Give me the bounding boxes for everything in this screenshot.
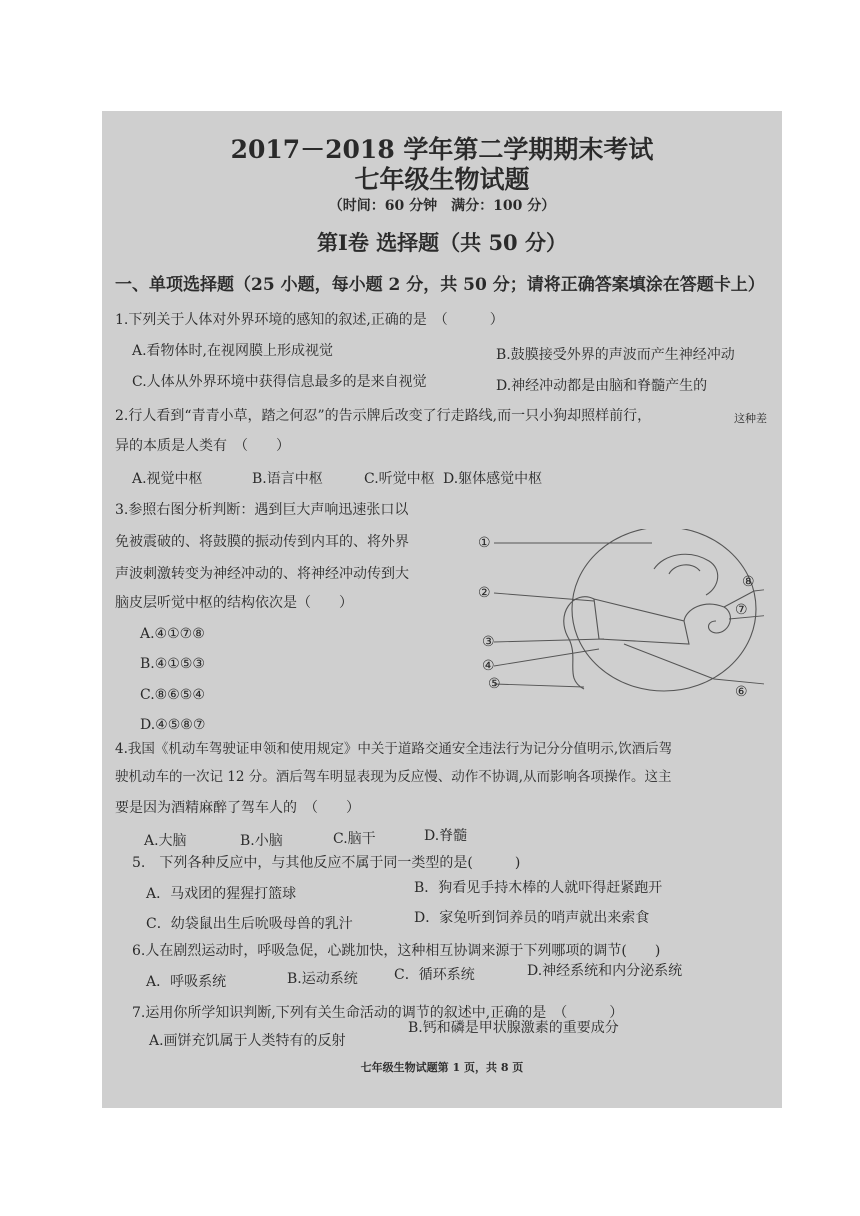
question-3-line1: 3.参照右图分析判断：遇到巨大声响迅速张口以	[115, 502, 409, 518]
eustachian-tube-shape	[624, 644, 714, 679]
question-3-option-a: A.④①⑦⑧	[140, 626, 205, 642]
diagram-label-5: ⑤	[488, 676, 501, 692]
question-6-option-b: B.运动系统	[287, 971, 358, 987]
leader-line-3	[494, 639, 604, 642]
ear-structure-diagram	[474, 529, 764, 707]
question-4-option-d: D.脊髓	[424, 828, 468, 844]
question-3-option-b: B.④①⑤③	[140, 656, 205, 672]
leader-line-4	[494, 649, 599, 666]
question-3-option-d: D.④⑤⑧⑦	[140, 717, 206, 733]
question-6-option-d: D.神经系统和内分泌系统	[527, 963, 683, 979]
question-7-stem: 7.运用你所学知识判断,下列有关生命活动的调节的叙述中,正确的是 （ ）	[132, 1005, 624, 1021]
page-footer: 七年级生物试题第 1 页，共 8 页	[360, 1061, 524, 1074]
leader-line-2	[494, 593, 594, 601]
question-7-option-b: B.钙和磷是甲状腺激素的重要成分	[408, 1020, 619, 1036]
question-2-option-b: B.语言中枢	[252, 471, 323, 487]
diagram-label-3: ③	[482, 634, 495, 650]
question-4-option-a: A.大脑	[144, 833, 187, 849]
question-4-option-b: B.小脑	[240, 833, 283, 849]
diagram-outline-circle	[572, 529, 756, 691]
section-title: 第Ⅰ卷 选择题（共 50 分）	[317, 230, 567, 255]
part-heading: 一、单项选择题（25 小题，每小题 2 分，共 50 分；请将正确答案填涂在答题卡上）	[115, 275, 765, 295]
question-5-option-b: B．狗看见手持木棒的人就吓得赶紧跑开	[414, 880, 663, 896]
question-6-option-c: C．循环系统	[394, 967, 475, 983]
question-2-option-d: D.躯体感觉中枢	[443, 471, 543, 487]
ear-canal-shape	[594, 599, 689, 644]
exam-paper	[102, 111, 782, 1108]
question-6-stem: 6.人在剧烈运动时，呼吸急促，心跳加快，这种相互协调来源于下列哪项的调节( )	[132, 943, 661, 959]
question-4-line2: 驶机动车的一次记 12 分。酒后驾车明显表现为反应慢、动作不协调,从而影响各项操作。这主	[115, 769, 672, 785]
question-1-option-d: D.神经冲动都是由脑和脊髓产生的	[496, 378, 708, 394]
question-5-option-c: C．幼袋鼠出生后吮吸母兽的乳汁	[146, 916, 353, 932]
semicircular-canal-shape	[654, 554, 718, 595]
question-2-option-a: A.视觉中枢	[132, 471, 203, 487]
question-3-option-c: C.⑧⑥⑤④	[140, 687, 205, 703]
question-2-stem: 2.行人看到“青青小草，踏之何忍”的告示牌后改变了行走路线,而一只小狗却照样前行，	[115, 408, 652, 424]
outer-ear-shape	[564, 597, 594, 689]
exam-time-info: （时间：60 分钟 满分：100 分）	[328, 198, 556, 214]
diagram-label-2: ②	[478, 585, 491, 601]
leader-line-5	[494, 684, 584, 687]
question-3-line4: 脑皮层听觉中枢的结构依次是（ ）	[115, 595, 353, 611]
question-6-option-a: A．呼吸系统	[146, 974, 227, 990]
leader-line-8	[754, 581, 764, 591]
question-1-option-b: B.鼓膜接受外界的声波而产生神经冲动	[496, 347, 735, 363]
question-3-line3: 声波刺激转变为神经冲动的、将神经冲动传到大	[115, 566, 409, 582]
question-4-option-c: C.脑干	[333, 831, 376, 847]
diagram-label-8: ⑧	[742, 574, 755, 590]
inner-canal-shape	[669, 565, 700, 574]
question-5-option-a: A．马戏团的猩猩打篮球	[146, 886, 297, 902]
exam-subject-title: 七年级生物试题	[354, 165, 530, 194]
question-1-stem: 1.下列关于人体对外界环境的感知的叙述,正确的是 （ ）	[115, 312, 504, 328]
question-5-option-d: D．家兔听到饲养员的哨声就出来索食	[414, 910, 650, 926]
exam-title: 2017－2018 学年第二学期期末考试	[230, 135, 654, 164]
question-4-line1: 4.我国《机动车驾驶证申领和使用规定》中关于道路交通安全违法行为记分分值明示,饮酒后驾	[115, 741, 673, 757]
question-1-option-c: C.人体从外界环境中获得信息最多的是来自视觉	[132, 374, 427, 390]
diagram-label-4: ④	[482, 658, 495, 674]
diagram-label-7: ⑦	[735, 602, 748, 618]
question-2-stem-tail: 这种差	[734, 412, 767, 425]
question-3-line2: 免被震破的、将鼓膜的振动传到内耳的、将外界	[115, 534, 409, 550]
diagram-label-6: ⑥	[735, 684, 748, 700]
cochlea-shape	[684, 604, 730, 633]
question-2-option-c: C.听觉中枢	[364, 471, 435, 487]
question-5-stem: 5. 下列各种反应中，与其他反应不属于同一类型的是( )	[132, 855, 521, 871]
diagram-label-1: ①	[478, 535, 491, 551]
question-1-option-a: A.看物体时,在视网膜上形成视觉	[132, 343, 334, 359]
question-4-line3: 要是因为酒精麻醉了驾车人的 （ ）	[115, 800, 360, 816]
question-7-option-a: A.画饼充饥属于人类特有的反射	[149, 1033, 346, 1049]
question-2-stem-line2: 异的本质是人类有 （ ）	[115, 438, 290, 454]
